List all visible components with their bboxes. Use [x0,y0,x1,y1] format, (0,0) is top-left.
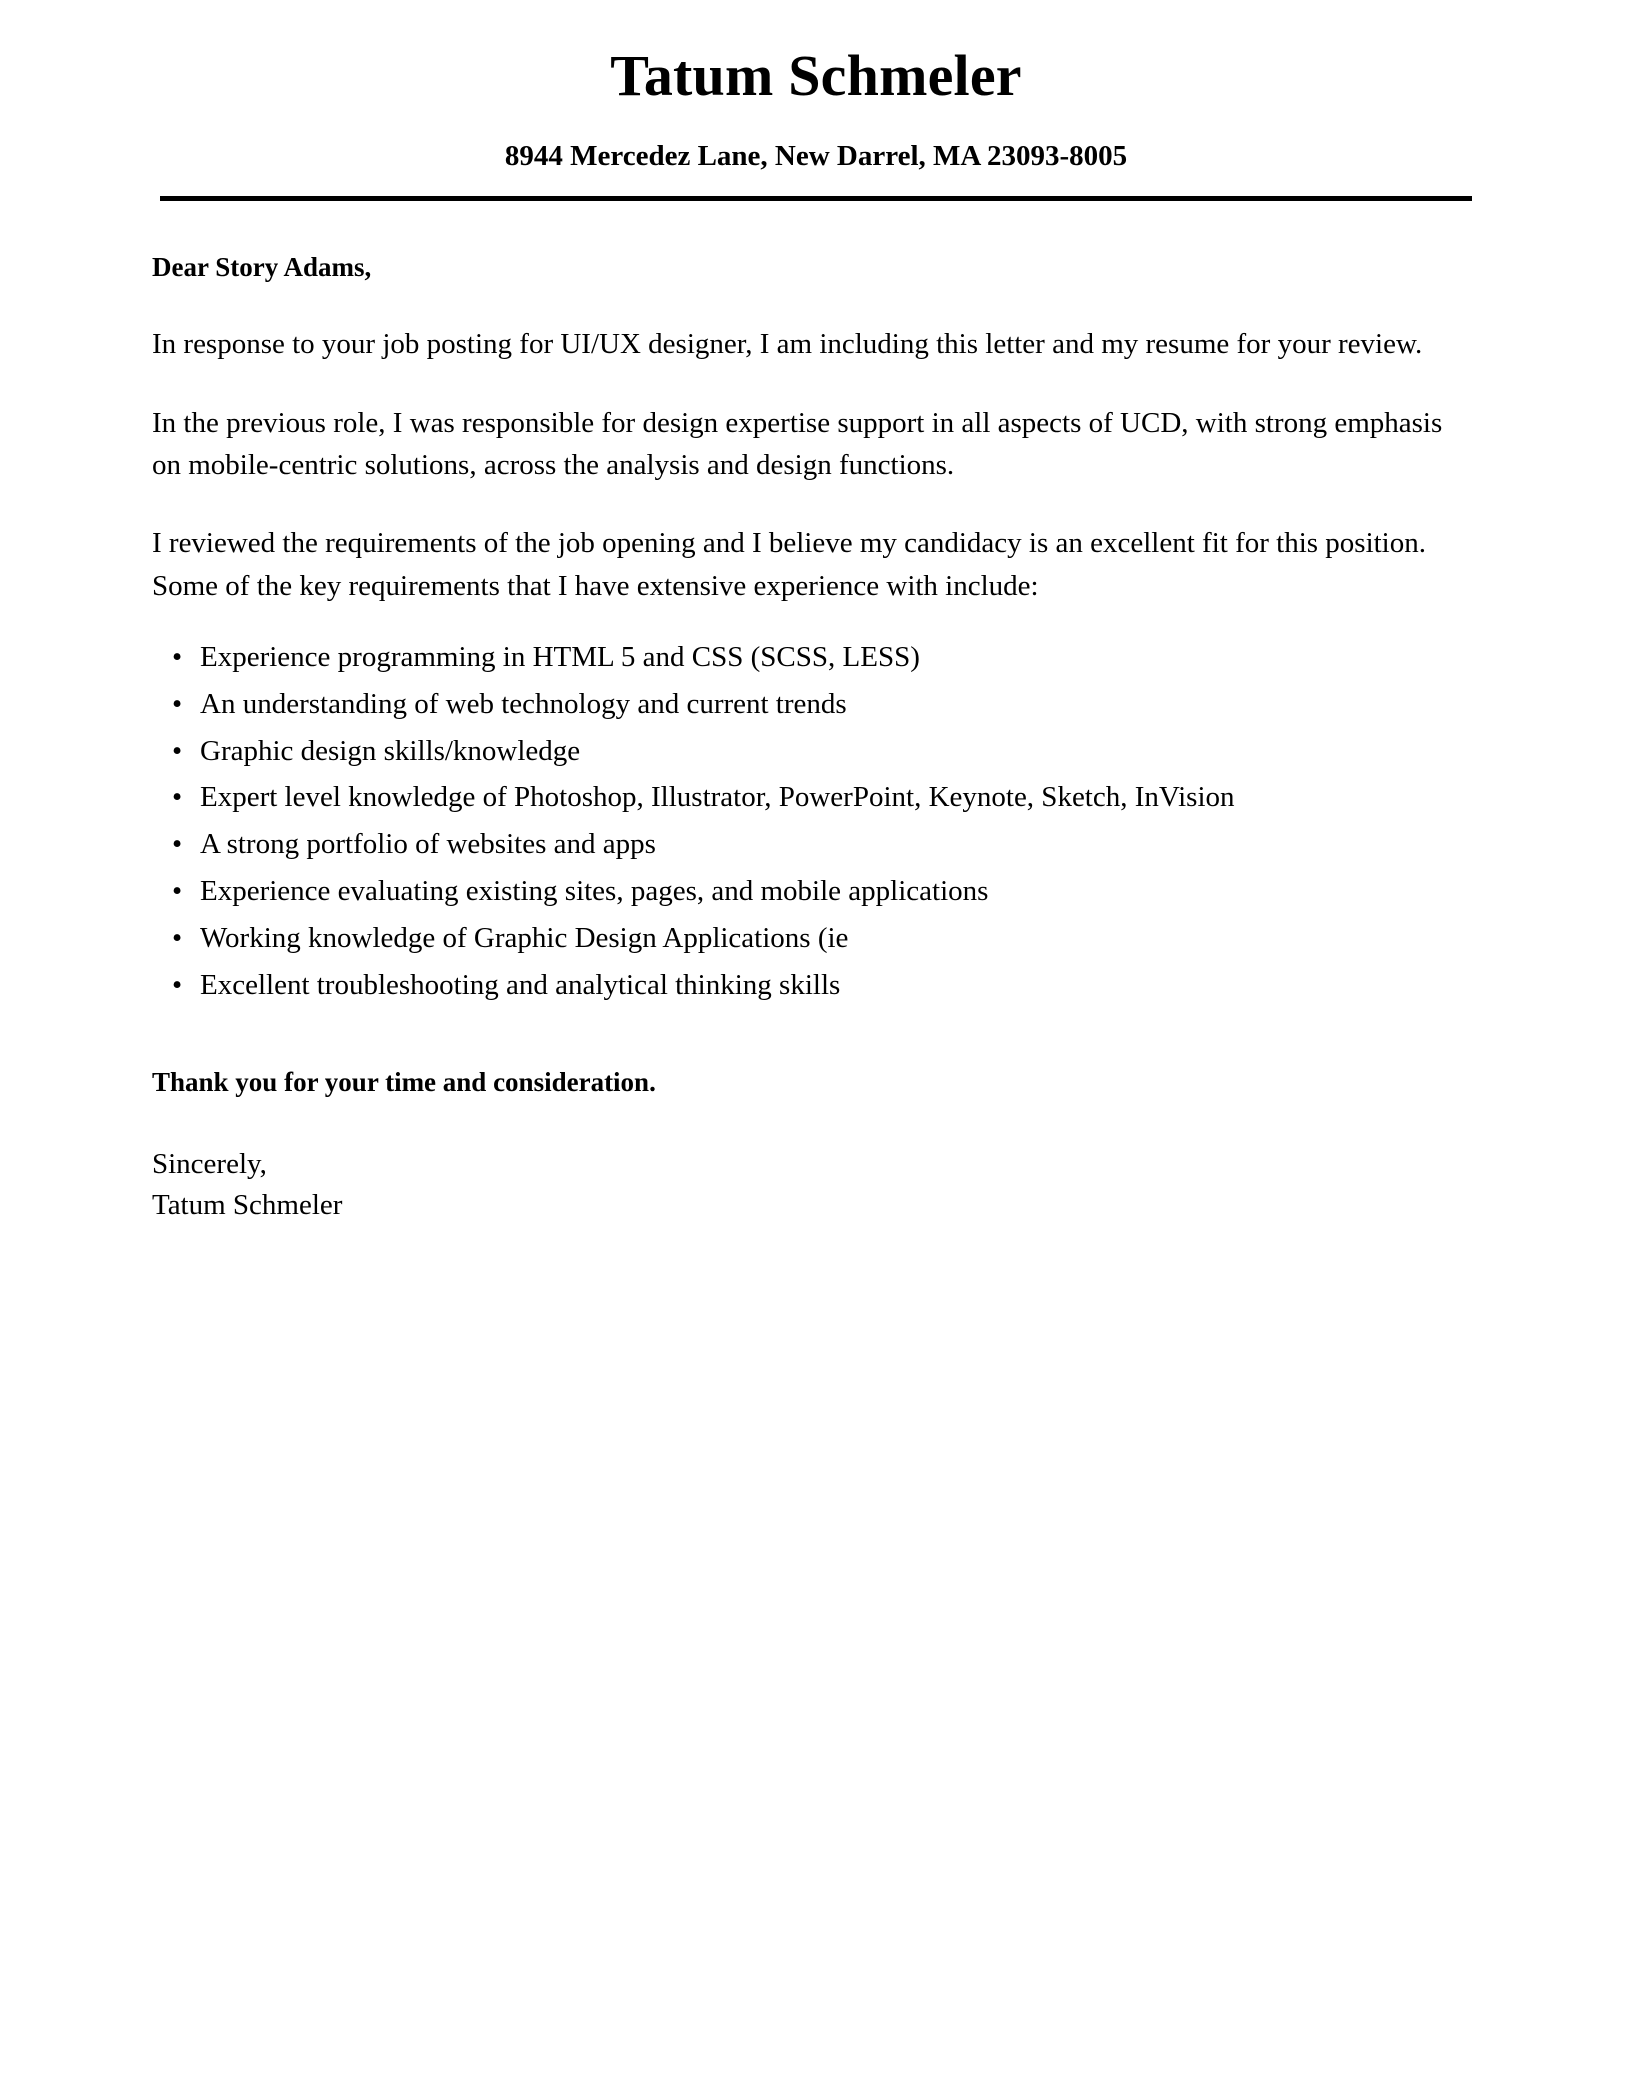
paragraph-requirements-lead: I reviewed the requirements of the job opening and I believe my candidacy is an excellent fit for this position. Some of the key requirements that I have extensive experience with include: [152,527,1426,602]
list-item [152,830,1470,877]
list-item-label: A strong portfolio of websites and apps [200,828,656,861]
paragraph-intro: In response to your job posting for UI/UX designer, I am including this letter and my resume for your review. [152,328,1423,361]
bullet-icon: • [172,921,183,954]
bullet-icon: • [172,781,183,814]
bullet-icon: • [172,734,183,767]
list-item [152,877,1470,924]
signature-name: Tatum Schmeler [152,1189,343,1222]
list-item [152,687,1470,737]
letterhead [0,0,1632,201]
page-title: Tatum Schmeler [610,43,1022,108]
list-item-label: Excellent troubleshooting and analytical thinking skills [200,968,841,1001]
signature-block [152,1144,1470,1226]
salutation: Dear Story Adams, [152,251,372,282]
address-line: 8944 Mercedez Lane, New Darrel, MA 23093-8005 [504,139,1128,172]
paragraph-experience: In the previous role, I was responsible for design expertise support in all aspects of UCD, with strong emphasis on mobile-centric solutions, across the analysis and design functions. [152,406,1443,481]
list-item-label: Graphic design skills/knowledge [200,734,581,767]
bullet-icon: • [172,968,183,1001]
bullet-icon: • [172,687,183,720]
list-item [152,968,1470,1018]
letter-body [152,201,1470,1227]
thank-you-line: Thank you for your time and consideration. [152,1066,656,1097]
list-item-label: An understanding of web technology and current trends [200,687,847,720]
qualifications-list [152,640,1470,1018]
list-item-label: Working knowledge of Graphic Design Applications (ie [200,921,849,954]
list-item [152,783,1470,830]
bullet-icon: • [172,875,183,908]
list-item [152,640,1470,690]
list-item-label: Experience programming in HTML 5 and CSS (SCSS, LESS) [200,640,920,673]
bullet-icon: • [172,640,183,673]
list-item [152,734,1470,784]
closing-salutation: Sincerely, [152,1148,267,1181]
list-item [152,921,1470,971]
list-item-label: Experience evaluating existing sites, pages, and mobile applications [200,875,989,908]
list-item-label: Expert level knowledge of Photoshop, Illustrator, PowerPoint, Keynote, Sketch, InVision [200,781,1235,814]
bullet-icon: • [172,828,183,861]
